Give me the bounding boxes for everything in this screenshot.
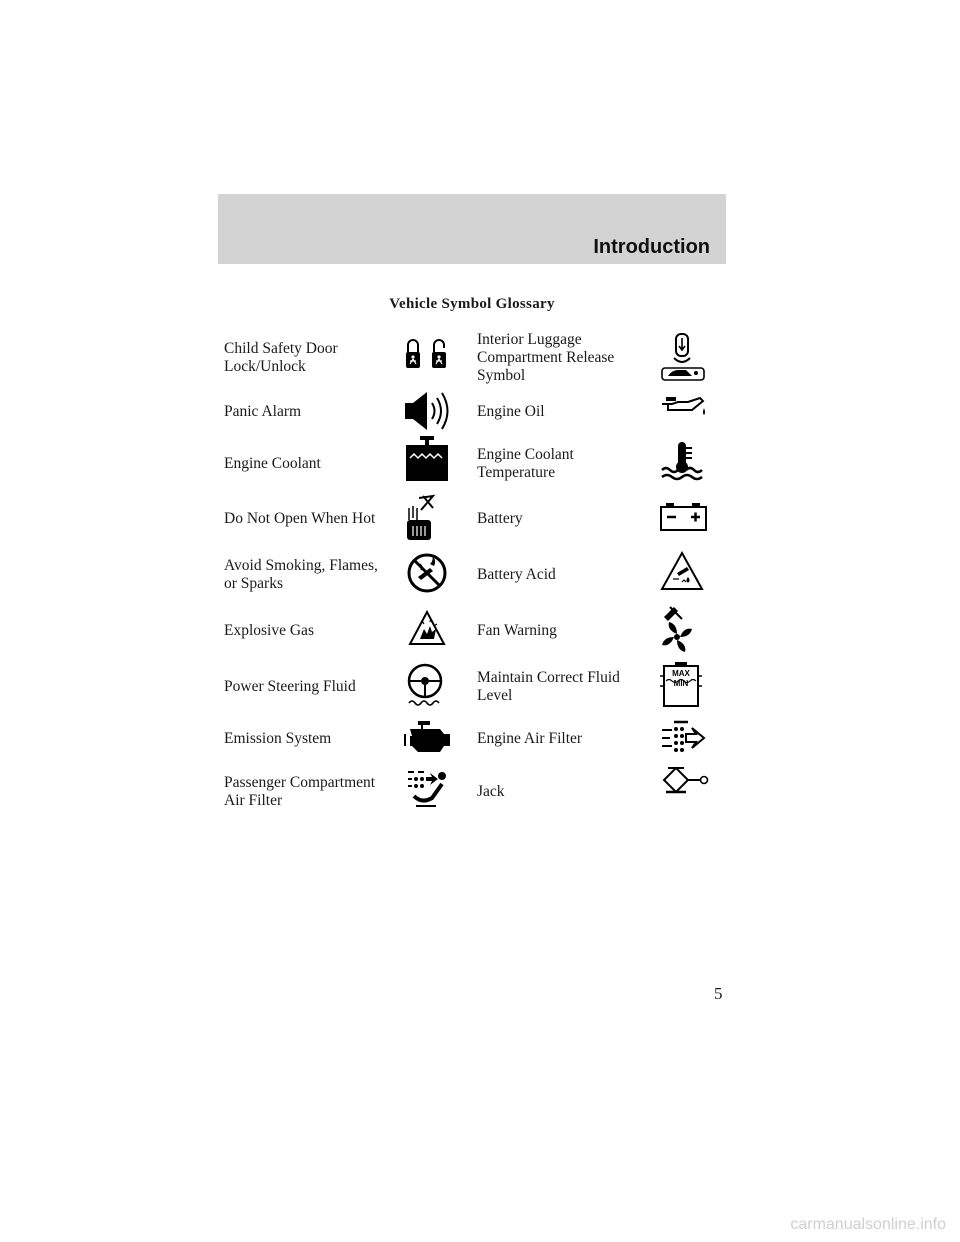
page-number: 5 [714,984,723,1003]
section-header-band [218,194,726,264]
no-smoking-icon [406,552,448,594]
glossary-label-battery: Battery [477,510,523,527]
glossary-label-engine-coolant: Engine Coolant [224,455,321,472]
panic-alarm-icon [403,390,449,432]
emission-system-icon [404,720,452,756]
glossary-label-child-safety: Child Safety Door Lock/Unlock [224,340,338,375]
fluid-level-max-text: MAX [672,669,690,678]
glossary-label-engine-air-filter: Engine Air Filter [477,730,583,747]
glossary-label-fluid-level: Maintain Correct Fluid Level [477,669,620,704]
engine-air-filter-icon [660,720,708,756]
glossary-label-jack: Jack [477,783,505,800]
glossary-title: Vehicle Symbol Glossary [389,296,555,312]
luggage-release-icon [660,332,706,382]
child-safety-lock-icon [404,338,456,372]
section-title: Introduction [593,236,710,258]
glossary-label-luggage-release: Interior Luggage Compartment Release Symbol [477,331,615,384]
glossary-label-power-steering: Power Steering Fluid [224,678,356,695]
fluid-level-min-text: MIN [673,679,689,688]
battery-icon [660,502,708,532]
jack-icon [660,766,708,794]
glossary-label-do-not-open-hot: Do Not Open When Hot [224,510,376,527]
engine-oil-icon [660,394,710,420]
glossary-label-cabin-air-filter: Passenger Compartment Air Filter [224,774,376,809]
battery-acid-icon [660,551,704,591]
watermark: carmanualsonline.info [790,1216,946,1233]
coolant-temperature-icon [660,440,706,480]
glossary-label-fan-warning: Fan Warning [477,622,557,639]
glossary-label-panic-alarm: Panic Alarm [224,403,302,420]
explosive-gas-icon [408,610,446,646]
do-not-open-hot-icon [405,494,437,542]
engine-coolant-icon [404,436,450,482]
cabin-air-filter-icon [406,766,450,812]
glossary-label-explosive-gas: Explosive Gas [224,622,314,639]
glossary-label-battery-acid: Battery Acid [477,566,556,583]
glossary-label-emission-system: Emission System [224,730,332,747]
glossary-label-coolant-temperature: Engine Coolant Temperature [477,446,574,481]
glossary-label-engine-oil: Engine Oil [477,403,545,420]
fluid-level-icon [660,662,702,708]
fan-warning-icon [660,605,694,653]
power-steering-fluid-icon [405,663,445,707]
glossary-label-no-smoking: Avoid Smoking, Flames, or Sparks [224,557,378,592]
